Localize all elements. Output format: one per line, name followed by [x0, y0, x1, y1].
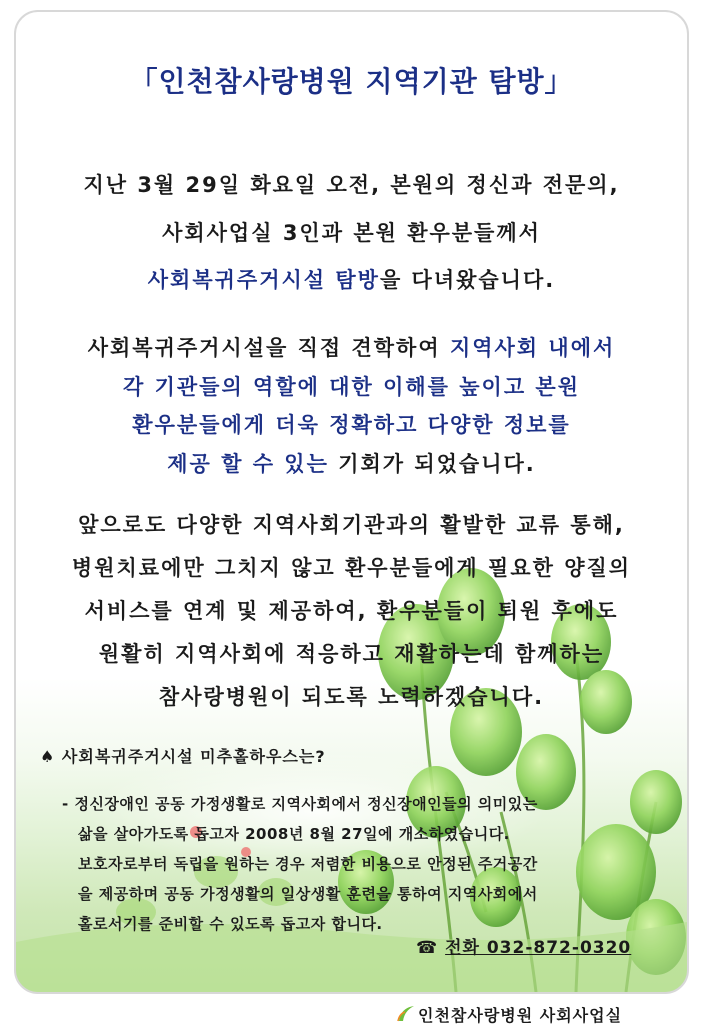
telephone-icon: ☎: [416, 938, 446, 958]
description-line: - 정신장애인 공동 가정생활로 지역사회에서 정신장애인들의 의미있는: [62, 795, 538, 813]
future-line-4: 원활히 지역사회에 적응하고 재활하는데 함께하는: [98, 642, 605, 666]
purpose-line-2: 각 기관들의 역할에 대한 이해를 높이고 본원: [122, 375, 580, 399]
future-line-2: 병원치료에만 그치지 않고 환우분들에게 필요한 양질의: [71, 556, 632, 580]
description-line: 보호자로부터 독립을 원하는 경우 저렴한 비용으로 안정된 주거공간: [78, 855, 538, 873]
footer-text: 인천참사랑병원 사회사업실: [418, 1006, 623, 1025]
intro-line-2: 사회사업실 3인과 본원 환우분들께서: [162, 221, 541, 245]
purpose-line-4-start: 제공 할 수 있는: [167, 452, 339, 476]
description-line: 삶을 살아가도록 돕고자 2008년 8월 27일에 개소하였습니다.: [78, 825, 510, 843]
purpose-line-3: 환우분들에게 더욱 정확하고 다양한 정보를: [132, 413, 571, 437]
intro-line-1: 지난 3월 29일 화요일 오전, 본원의 정신과 전문의,: [83, 173, 620, 197]
intro-line-3: [16, 264, 687, 294]
purpose-line-1-highlight: 지역사회 내에서: [449, 336, 616, 360]
future-line-1: 앞으로도 다양한 지역사회기관과의 활발한 교류 통해,: [78, 513, 625, 537]
leaf-sprout-illustration: [16, 12, 687, 992]
phone-number: 전화 032-872-0320: [445, 938, 632, 958]
page-title: 「인천참사랑병원 지역기관 탐방」: [129, 65, 574, 98]
phone-contact: [416, 933, 631, 958]
purpose-line-1: [16, 332, 687, 362]
hospital-leaf-logo-icon: [396, 1003, 416, 1023]
intro-line-3-rest: 을 다녀왔습니다.: [379, 268, 556, 292]
description-line: 홀로서기를 준비할 수 있도록 돕고자 합니다.: [78, 915, 383, 933]
purpose-line-4: [16, 448, 687, 478]
notice-card: [14, 10, 689, 994]
facility-visit-highlight: 사회복귀주거시설 탐방: [147, 268, 380, 292]
future-line-3: 서비스를 연계 및 제공하여, 환우분들이 퇴원 후에도: [84, 599, 619, 623]
purpose-line-4-rest: 기회가 되었습니다.: [338, 452, 536, 476]
future-line-5: 참사랑병원이 되도록 노력하겠습니다.: [158, 685, 545, 709]
purpose-line-1-start: 사회복귀주거시설을 직접 견학하여: [87, 336, 450, 360]
facility-question-heading: ♠ 사회복귀주거시설 미추홀하우스는?: [40, 747, 326, 766]
footer-signature: [418, 1003, 622, 1026]
description-line: 을 제공하며 공동 가정생활의 일상생활 훈련을 통하여 지역사회에서: [78, 885, 538, 903]
